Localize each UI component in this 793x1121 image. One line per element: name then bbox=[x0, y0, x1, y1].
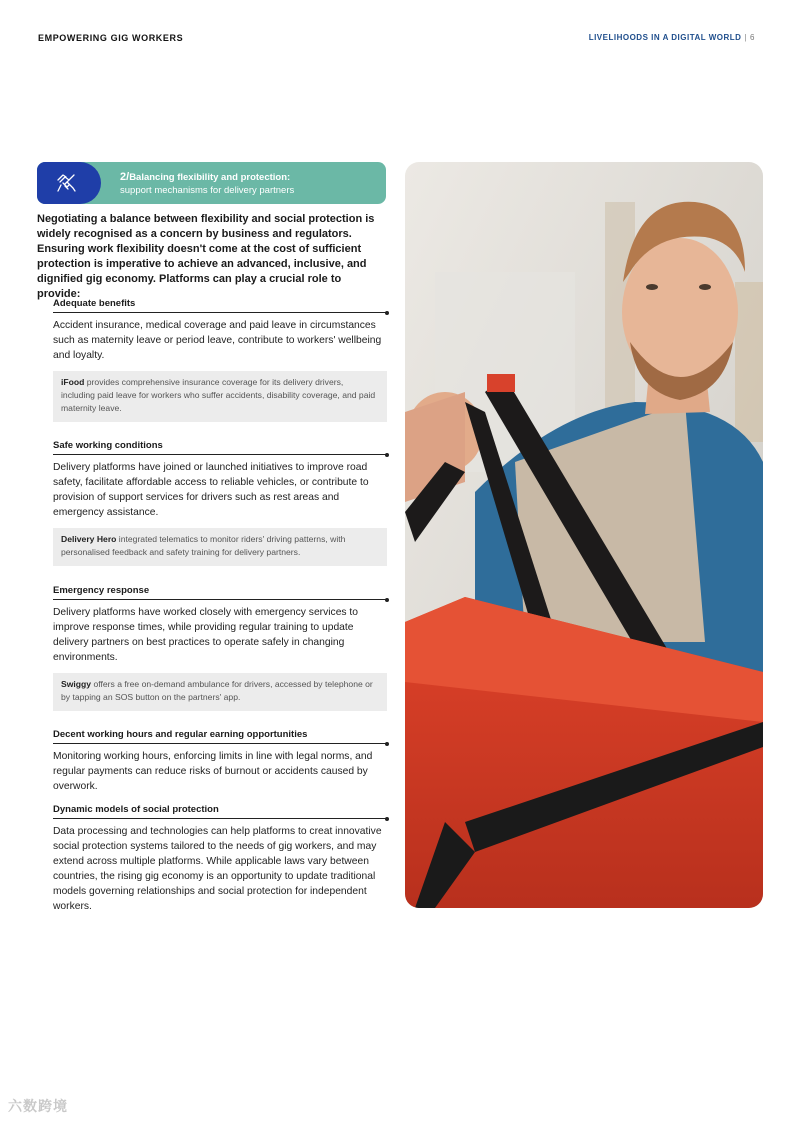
delivery-worker-photo bbox=[405, 162, 763, 908]
section-text: Delivery platforms have worked closely with emergency services to improve response times, while providing regular training to update delivery partners on best practices to operate safely in changing environments. bbox=[53, 607, 359, 663]
header-left-title: EMPOWERING GIG WORKERS bbox=[38, 33, 184, 43]
watermark-logo: 六数跨境 bbox=[8, 1098, 68, 1114]
banner-number: 2/ bbox=[120, 171, 130, 183]
section-safe-working-conditions bbox=[53, 440, 387, 566]
example-callout bbox=[53, 371, 387, 422]
section-title: Dynamic models of social protection bbox=[53, 804, 387, 819]
section-emergency-response bbox=[53, 585, 387, 711]
header-separator: | bbox=[744, 33, 748, 42]
section-title: Decent working hours and regular earning opportunities bbox=[53, 729, 387, 744]
header-publication-title: LIVELIHOODS IN A DIGITAL WORLD bbox=[588, 33, 742, 42]
section-text: Data processing and technologies can help platforms to creat innovative social protection systems tailored to the needs of gig workers, and may extend across multiple platforms. While applicable laws vary between countries, the rising gig economy is an opportunity to update traditional models governing relationships and social protection for independent workers. bbox=[53, 826, 382, 912]
callout-text: provides comprehensive insurance coverage for its delivery drivers, including paid leave for workers who suffer accidents, disability coverage, and paid maternity leave. bbox=[61, 377, 376, 413]
banner-title-text: Balancing flexibility and protection: bbox=[129, 172, 291, 183]
section-title: Emergency response bbox=[53, 585, 387, 600]
section-adequate-benefits bbox=[53, 298, 387, 422]
section-banner bbox=[37, 162, 386, 204]
handshake-icon bbox=[55, 171, 79, 195]
callout-text: offers a free on-demand ambulance for drivers, accessed by telephone or by tapping an SOS button on the partners' app. bbox=[61, 679, 373, 702]
page-number: 6 bbox=[750, 33, 755, 42]
photo-illustration bbox=[405, 162, 763, 908]
section-text: Accident insurance, medical coverage and paid leave in circumstances such as maternity leave or period leave, contribute to workers' wellbeing and loyalty. bbox=[53, 320, 382, 361]
banner-icon-block bbox=[37, 162, 101, 204]
example-callout bbox=[53, 528, 387, 566]
callout-company: iFood bbox=[61, 377, 85, 387]
section-title: Safe working conditions bbox=[53, 440, 387, 455]
section-decent-working-hours bbox=[53, 729, 387, 794]
header-right-title bbox=[589, 33, 755, 42]
intro-paragraph: Negotiating a balance between flexibility and social protection is widely recognised as a concern by business and regulators. Ensuring work flexibility doesn't come at the cost of sufficient protection is imperative to achieve an advanced, inclusive, and dignified gig economy. Platforms can play a crucial role to provide: bbox=[37, 213, 375, 300]
callout-company: Swiggy bbox=[61, 679, 92, 689]
callout-company: Delivery Hero bbox=[61, 534, 117, 544]
callout-text: integrated telematics to monitor riders' driving patterns, with personalised feedback and safety training for delivery partners. bbox=[61, 534, 346, 557]
section-dynamic-social-protection bbox=[53, 804, 387, 914]
section-text: Delivery platforms have joined or launched initiatives to improve road safety, facilitate affordable access to reliable vehicles, or contribute to provision of support services for drivers such as rest areas and emergency assistance. bbox=[53, 462, 369, 518]
banner-subtitle: support mechanisms for delivery partners bbox=[120, 185, 295, 196]
example-callout bbox=[53, 673, 387, 711]
section-title: Adequate benefits bbox=[53, 298, 387, 313]
banner-title bbox=[120, 171, 290, 183]
section-text: Monitoring working hours, enforcing limits in line with legal norms, and regular payments can reduce risks of burnout or accidents caused by overwork. bbox=[53, 751, 373, 792]
